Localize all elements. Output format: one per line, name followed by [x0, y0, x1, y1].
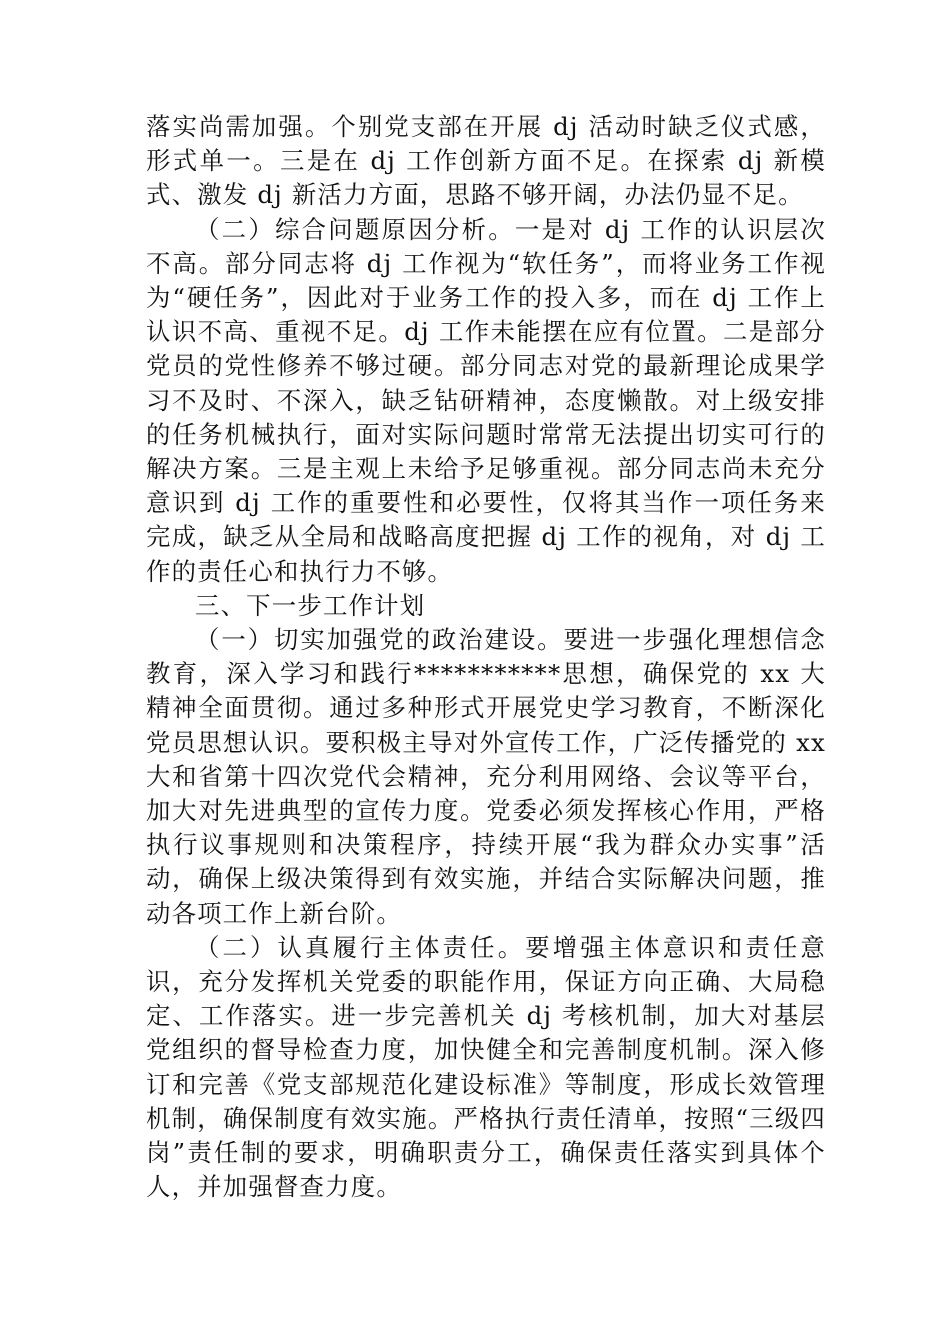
paragraph-problems-continued: 落实尚需加强。个别党支部在开展 dj 活动时缺乏仪式感，形式单一。三是在 dj 工作创新方面不足。在探索 dj 新模式、激发 dj 新活力方面，思路不够开阔，办法仍显不足。 — [146, 112, 826, 210]
paragraph-cause-analysis: （二）综合问题原因分析。一是对 dj 工作的认识层次不高。部分同志将 dj 工作视为“软任务”，而将业务工作视为“硬任务”，因此对于业务工作的投入多，而在 dj 工作上认识不高、重视不足。dj 工作未能摆在应有位置。二是部分党员的党性修养不够过硬。部分同志对党的最新理论成果学习不及时、不深入，缺乏钻研精神，态度懒散。对上级安排的任务机械执行，面对实际问题时常常无法提出切实可行的解决方案。三是主观上未给予足够重视。部分同志尚未充分意识到 dj 工作的重要性和必要性，仅将其当作一项任务来完成，缺乏从全局和战略高度把握 dj 工作的视角，对 dj 工作的责任心和执行力不够。 — [146, 214, 826, 586]
document-page — [146, 110, 826, 1205]
paragraph-political-construction: （一）切实加强党的政治建设。要进一步强化理想信念教育，深入学习和践行***********思想，确保党的 xx 大精神全面贯彻。通过多种形式开展党史学习教育，不断深化党员思想认识。要积极主导对外宣传工作，广泛传播党的 xx 大和省第十四次党代会精神，充分利用网络、会议等平台，加大对先进典型的宣传力度。党委必须发挥核心作用，严格执行议事规则和决策程序，持续开展“我为群众办实事”活动，确保上级决策得到有效实施，并结合实际解决问题，推动各项工作上新台阶。 — [146, 625, 826, 928]
section-heading-next-steps: 三、下一步工作计划 — [195, 590, 426, 620]
paragraph-main-responsibility: （二）认真履行主体责任。要增强主体意识和责任意识，充分发挥机关党委的职能作用，保证方向正确、大局稳定、工作落实。进一步完善机关 dj 考核机制，加大对基层党组织的督导检查力度，加快健全和完善制度机制。深入修订和完善《党支部规范化建设标准》等制度，形成长效管理机制，确保制度有效实施。严格执行责任清单，按照“三级四岗”责任制的要求，明确职责分工，确保责任落实到具体个人，并加强督查力度。 — [146, 932, 826, 1202]
